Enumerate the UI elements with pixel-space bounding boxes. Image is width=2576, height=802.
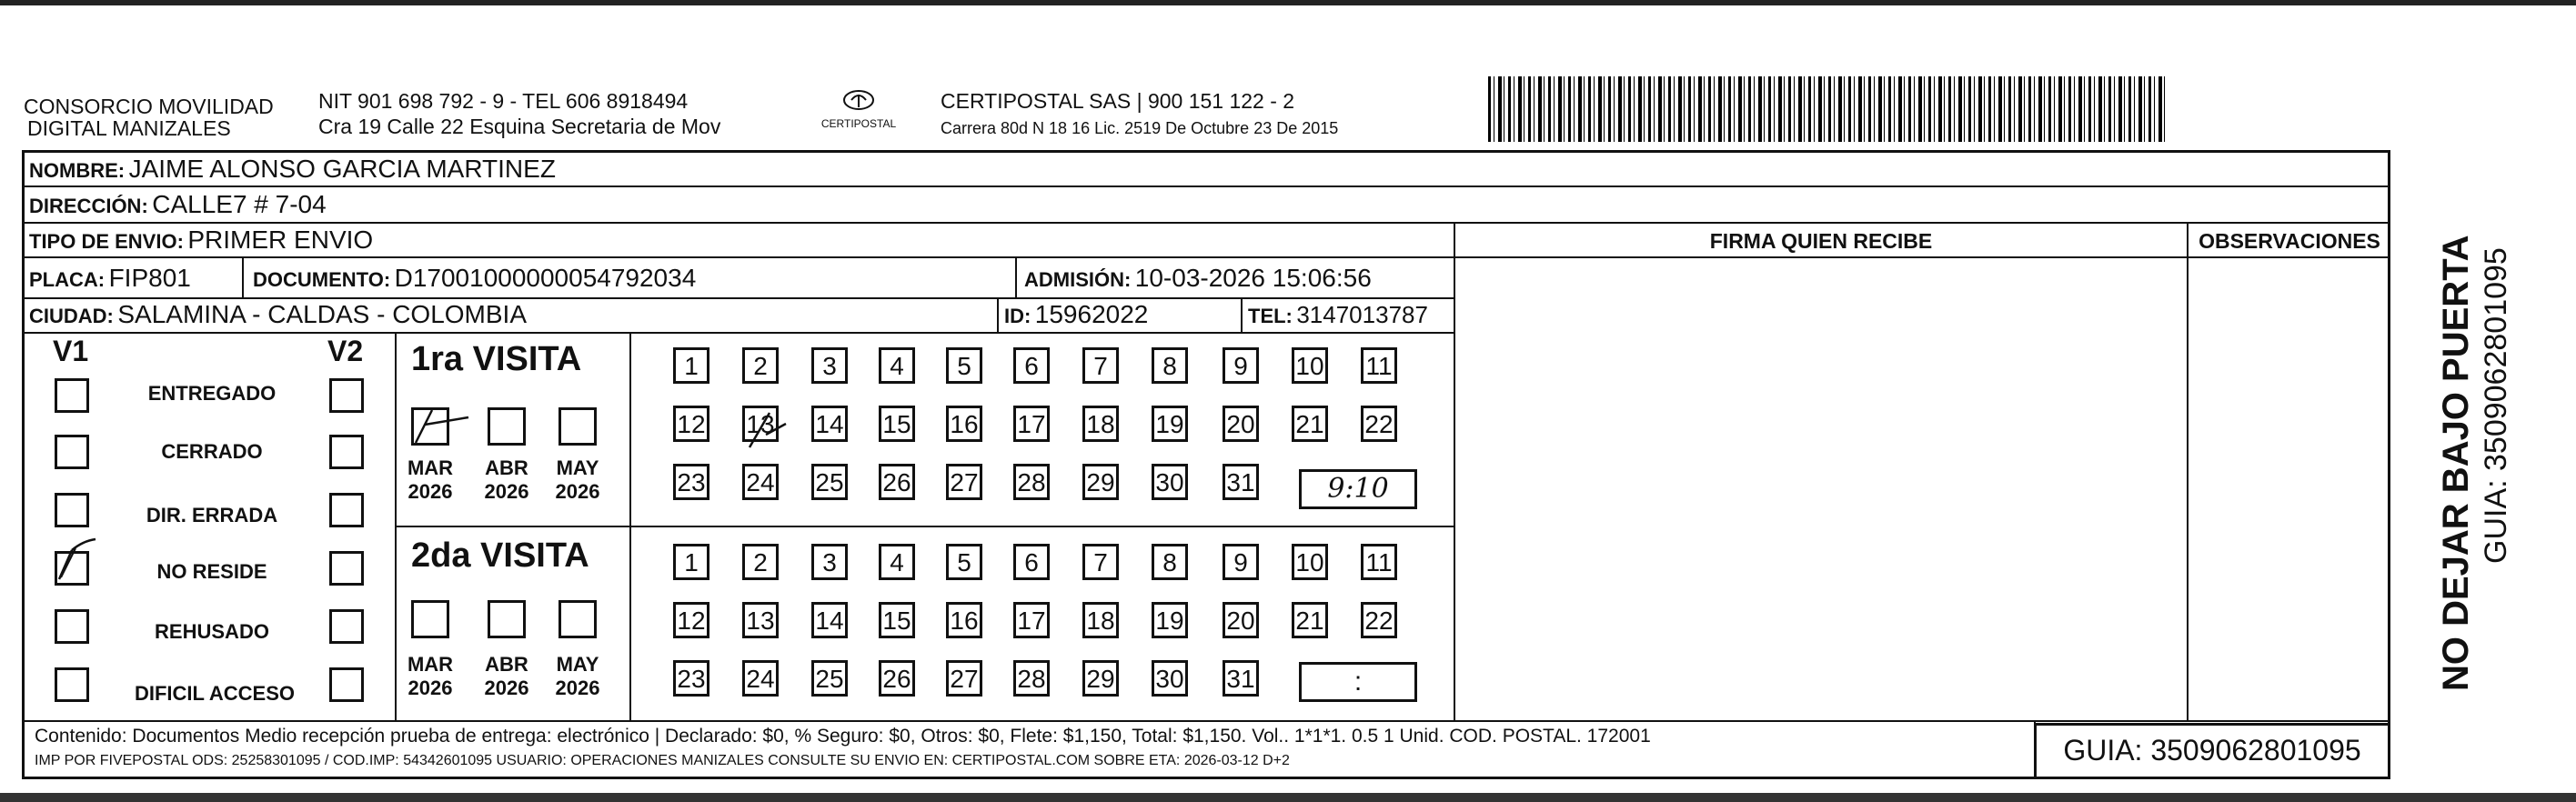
company-address: Cra 19 Calle 22 Esquina Secretaria de Mov bbox=[318, 115, 721, 138]
visit2-month-abr-name: ABR bbox=[485, 653, 528, 676]
visit2-day-box[interactable]: 16 bbox=[946, 602, 982, 638]
visit1-month-may-year: 2026 bbox=[555, 480, 600, 503]
visit2-month-abr-checkbox[interactable] bbox=[488, 600, 526, 638]
divider-tel bbox=[1241, 297, 1243, 332]
visit2-day-box[interactable]: 23 bbox=[673, 660, 709, 697]
visit1-month-mar-checkbox[interactable] bbox=[411, 407, 449, 446]
courier-address: Carrera 80d N 18 16 Lic. 2519 De Octubre 23 De 2015 bbox=[941, 119, 1339, 137]
visit2-month-may-year: 2026 bbox=[555, 677, 600, 699]
admision-label: ADMISIÓN: bbox=[1024, 268, 1132, 291]
visit1-day-box[interactable]: 7 bbox=[1082, 347, 1119, 384]
divider-status bbox=[395, 332, 397, 720]
firma-header: FIRMA QUIEN RECIBE bbox=[1709, 229, 1933, 253]
visit1-title: 1ra VISITA bbox=[411, 340, 582, 378]
checkmark-icon bbox=[410, 405, 474, 450]
visit2-day-box[interactable]: 27 bbox=[946, 660, 982, 697]
visit1-month-may bbox=[553, 456, 602, 504]
ciudad-row bbox=[29, 300, 527, 334]
visit1-day-box[interactable]: 13 bbox=[742, 406, 779, 442]
visit1-month-abr-checkbox[interactable] bbox=[488, 407, 526, 446]
visit2-month-may-name: MAY bbox=[556, 653, 599, 676]
visit2-day-box[interactable]: 10 bbox=[1292, 544, 1328, 580]
visit2-month-abr bbox=[482, 653, 531, 700]
visit1-day-box[interactable]: 14 bbox=[811, 406, 848, 442]
visit2-day-box[interactable]: 17 bbox=[1013, 602, 1050, 638]
v1-checkbox-dir-errada[interactable] bbox=[55, 493, 89, 527]
visit2-day-box[interactable]: 14 bbox=[811, 602, 848, 638]
visit2-day-box[interactable]: 21 bbox=[1292, 602, 1328, 638]
visit2-day-box[interactable]: 24 bbox=[742, 660, 779, 697]
visit1-day-box[interactable]: 11 bbox=[1361, 347, 1397, 384]
placa-row bbox=[29, 264, 191, 297]
visit2-day-box[interactable]: 3 bbox=[811, 544, 848, 580]
nombre-label: NOMBRE: bbox=[29, 159, 126, 182]
tipo-envio-value: PRIMER ENVIO bbox=[187, 226, 374, 254]
v2-checkbox-no-reside[interactable] bbox=[329, 551, 364, 586]
visit1-month-abr-name: ABR bbox=[485, 456, 528, 479]
visit2-day-box[interactable]: 19 bbox=[1152, 602, 1188, 638]
visit2-title: 2da VISITA bbox=[411, 536, 589, 575]
visit1-day-box[interactable]: 21 bbox=[1292, 406, 1328, 442]
bottom-border bbox=[0, 793, 2576, 802]
divider-visit-title bbox=[629, 332, 631, 720]
visit1-month-mar-name: MAR bbox=[407, 456, 454, 479]
certipostal-logo bbox=[817, 87, 901, 144]
ciudad-value: SALAMINA - CALDAS - COLOMBIA bbox=[117, 300, 528, 328]
option-entregado: ENTREGADO bbox=[147, 382, 277, 405]
divider-admision bbox=[1015, 256, 1017, 297]
visit2-day-box[interactable]: 20 bbox=[1223, 602, 1259, 638]
side-guia: GUIA: 3509062801095 bbox=[2479, 247, 2513, 564]
visit2-day-box[interactable]: 29 bbox=[1082, 660, 1119, 697]
option-dificil-acceso: DIFICIL ACCESO bbox=[134, 682, 295, 705]
tel-value: 3147013787 bbox=[1296, 301, 1428, 328]
v2-checkbox-entregado[interactable] bbox=[329, 378, 364, 413]
visit1-time-box[interactable]: 9:10 bbox=[1299, 469, 1417, 509]
v2-checkbox-dir-errada[interactable] bbox=[329, 493, 364, 527]
v1-checkbox-rehusado[interactable] bbox=[55, 609, 89, 644]
visit2-day-box[interactable]: 13 bbox=[742, 602, 779, 638]
visit1-day-box[interactable]: 8 bbox=[1152, 347, 1188, 384]
visit1-day-box[interactable]: 24 bbox=[742, 464, 779, 500]
footer-content-line: Contenido: Documentos Medio recepción prueba de entrega: electrónico | Declarado: $0, % Seguro: $0, Otros: $0, Flete: $1,150, Total: $1,150. Vol.. 1*1*1. 0.5 1 Unid. COD. POSTAL. 172001 bbox=[35, 726, 1651, 747]
company-name-line1: CONSORCIO MOVILIDAD bbox=[24, 95, 274, 118]
rule-section-headers bbox=[1454, 256, 2390, 258]
visit2-day-box[interactable]: 1 bbox=[673, 544, 709, 580]
visit1-day-box[interactable]: 28 bbox=[1013, 464, 1050, 500]
visit2-day-box[interactable]: 15 bbox=[879, 602, 915, 638]
logo-icon bbox=[840, 87, 877, 115]
visit2-day-box[interactable]: 18 bbox=[1082, 602, 1119, 638]
top-border bbox=[0, 0, 2576, 5]
visit1-day-box[interactable]: 26 bbox=[879, 464, 915, 500]
visit2-month-may bbox=[553, 653, 602, 700]
visit1-day-box[interactable]: 5 bbox=[946, 347, 982, 384]
rule-direccion bbox=[22, 222, 2390, 224]
visit2-day-box[interactable]: 7 bbox=[1082, 544, 1119, 580]
visit2-month-mar-name: MAR bbox=[407, 653, 454, 676]
v1-header: V1 bbox=[53, 335, 89, 367]
visit2-day-box[interactable]: 30 bbox=[1152, 660, 1188, 697]
company-name-line2: DIGITAL MANIZALES bbox=[27, 116, 231, 140]
visit1-month-may-checkbox[interactable] bbox=[558, 407, 597, 446]
tel-label: TEL: bbox=[1248, 305, 1293, 327]
visit2-day-box[interactable]: 8 bbox=[1152, 544, 1188, 580]
tipo-envio-label: TIPO DE ENVIO: bbox=[29, 230, 184, 253]
company-nit: NIT 901 698 792 - 9 - TEL 606 8918494 bbox=[318, 89, 689, 113]
visit1-day-box[interactable]: 31 bbox=[1223, 464, 1259, 500]
visit1-month-abr bbox=[482, 456, 531, 504]
visit1-day-box[interactable]: 19 bbox=[1152, 406, 1188, 442]
visit1-month-may-name: MAY bbox=[556, 456, 599, 479]
rule-visit-split bbox=[395, 526, 1454, 527]
visit2-month-mar-checkbox[interactable] bbox=[411, 600, 449, 638]
admision-row bbox=[1024, 264, 1372, 297]
visit1-day-box[interactable]: 27 bbox=[946, 464, 982, 500]
visit2-day-box[interactable]: 6 bbox=[1013, 544, 1050, 580]
visit2-day-box[interactable]: 2 bbox=[742, 544, 779, 580]
option-no-reside: NO RESIDE bbox=[156, 560, 267, 583]
visit2-day-box[interactable]: 12 bbox=[673, 602, 709, 638]
visit2-month-mar bbox=[406, 653, 455, 700]
visit1-day-box[interactable]: 15 bbox=[879, 406, 915, 442]
visit1-day-box[interactable]: 12 bbox=[673, 406, 709, 442]
visit1-day-box[interactable]: 4 bbox=[879, 347, 915, 384]
visit1-month-mar-year: 2026 bbox=[408, 480, 453, 503]
v2-checkbox-dificil-acceso[interactable] bbox=[329, 667, 364, 702]
rule-placa bbox=[22, 297, 1454, 299]
visit2-day-box[interactable]: 31 bbox=[1223, 660, 1259, 697]
divider-id bbox=[997, 297, 999, 332]
visit1-day-box[interactable]: 16 bbox=[946, 406, 982, 442]
checkmark-icon bbox=[52, 537, 106, 583]
visit1-day-box[interactable]: 29 bbox=[1082, 464, 1119, 500]
ciudad-label: CIUDAD: bbox=[29, 305, 114, 327]
nombre-value: JAIME ALONSO GARCIA MARTINEZ bbox=[128, 155, 556, 183]
side-text bbox=[2434, 235, 2514, 691]
visit1-day-box[interactable]: 18 bbox=[1082, 406, 1119, 442]
option-dir-errada: DIR. ERRADA bbox=[146, 504, 278, 526]
visit2-month-mar-year: 2026 bbox=[408, 677, 453, 699]
visit1-month-mar bbox=[406, 456, 455, 504]
divider-firma bbox=[1454, 222, 1455, 720]
logo-text: CERTIPOSTAL bbox=[820, 117, 897, 130]
guia-box: GUIA: 3509062801095 bbox=[2034, 723, 2390, 779]
visit1-day-box[interactable]: 22 bbox=[1361, 406, 1397, 442]
id-value: 15962022 bbox=[1034, 300, 1149, 328]
v2-checkbox-rehusado[interactable] bbox=[329, 609, 364, 644]
day-cross-mark-icon bbox=[740, 407, 793, 453]
placa-label: PLACA: bbox=[29, 268, 106, 291]
divider-placa bbox=[242, 256, 244, 297]
visit2-month-may-checkbox[interactable] bbox=[558, 600, 597, 638]
tipo-envio-row bbox=[29, 226, 373, 259]
v1-checkbox-dificil-acceso[interactable] bbox=[55, 667, 89, 702]
visit2-day-box[interactable]: 22 bbox=[1361, 602, 1397, 638]
visit1-day-box[interactable]: 25 bbox=[811, 464, 848, 500]
direccion-row bbox=[29, 190, 327, 224]
visit2-time-box[interactable]: : bbox=[1299, 662, 1417, 702]
visit1-day-box[interactable]: 1 bbox=[673, 347, 709, 384]
tel-row bbox=[1248, 300, 1428, 334]
visit2-day-box[interactable]: 26 bbox=[879, 660, 915, 697]
visit2-day-box[interactable]: 5 bbox=[946, 544, 982, 580]
documento-value: D17001000000054792034 bbox=[394, 264, 697, 292]
visit1-day-box[interactable]: 17 bbox=[1013, 406, 1050, 442]
admision-value: 10-03-2026 15:06:56 bbox=[1134, 264, 1372, 292]
placa-value: FIP801 bbox=[108, 264, 191, 292]
visit2-day-box[interactable]: 4 bbox=[879, 544, 915, 580]
v2-header: V2 bbox=[327, 335, 364, 367]
documento-label: DOCUMENTO: bbox=[253, 268, 391, 291]
visit1-day-box[interactable]: 23 bbox=[673, 464, 709, 500]
v1-checkbox-entregado[interactable] bbox=[55, 378, 89, 413]
visit1-day-box[interactable]: 3 bbox=[811, 347, 848, 384]
option-cerrado: CERRADO bbox=[161, 440, 263, 463]
visit2-day-box[interactable]: 11 bbox=[1361, 544, 1397, 580]
documento-row bbox=[253, 264, 696, 297]
footer-print-line: IMP POR FIVEPOSTAL ODS: 25258301095 / COD.IMP: 54342601095 USUARIO: OPERACIONES MANIZALES CONSULTE SU ENVIO EN: CERTIPOSTAL.COM SOBRE ETA: 2026-03-12 D+2 bbox=[35, 753, 1290, 768]
observaciones-header: OBSERVACIONES bbox=[2199, 229, 2380, 253]
visit1-day-box[interactable]: 30 bbox=[1152, 464, 1188, 500]
visit2-day-box[interactable]: 28 bbox=[1013, 660, 1050, 697]
courier-name: CERTIPOSTAL SAS | 900 151 122 - 2 bbox=[941, 89, 1295, 113]
v1-checkbox-no-reside[interactable] bbox=[55, 551, 89, 586]
id-row bbox=[1004, 300, 1148, 334]
id-label: ID: bbox=[1004, 305, 1031, 327]
direccion-label: DIRECCIÓN: bbox=[29, 195, 148, 217]
visit1-day-box[interactable]: 10 bbox=[1292, 347, 1328, 384]
direccion-value: CALLE7 # 7-04 bbox=[152, 190, 327, 218]
v2-checkbox-cerrado[interactable] bbox=[329, 435, 364, 469]
option-rehusado: REHUSADO bbox=[155, 620, 269, 643]
visit2-day-box[interactable]: 9 bbox=[1223, 544, 1259, 580]
visit1-month-abr-year: 2026 bbox=[484, 480, 529, 503]
side-warning: NO DEJAR BAJO PUERTA bbox=[2436, 235, 2476, 691]
visit1-day-box[interactable]: 6 bbox=[1013, 347, 1050, 384]
barcode bbox=[1488, 76, 2167, 142]
v1-checkbox-cerrado[interactable] bbox=[55, 435, 89, 469]
visit1-day-box[interactable]: 9 bbox=[1223, 347, 1259, 384]
nombre-row bbox=[29, 155, 556, 188]
visit2-day-box[interactable]: 25 bbox=[811, 660, 848, 697]
visit1-day-box[interactable]: 20 bbox=[1223, 406, 1259, 442]
visit1-day-box[interactable]: 2 bbox=[742, 347, 779, 384]
visit2-month-abr-year: 2026 bbox=[484, 677, 529, 699]
divider-observaciones bbox=[2187, 222, 2189, 720]
